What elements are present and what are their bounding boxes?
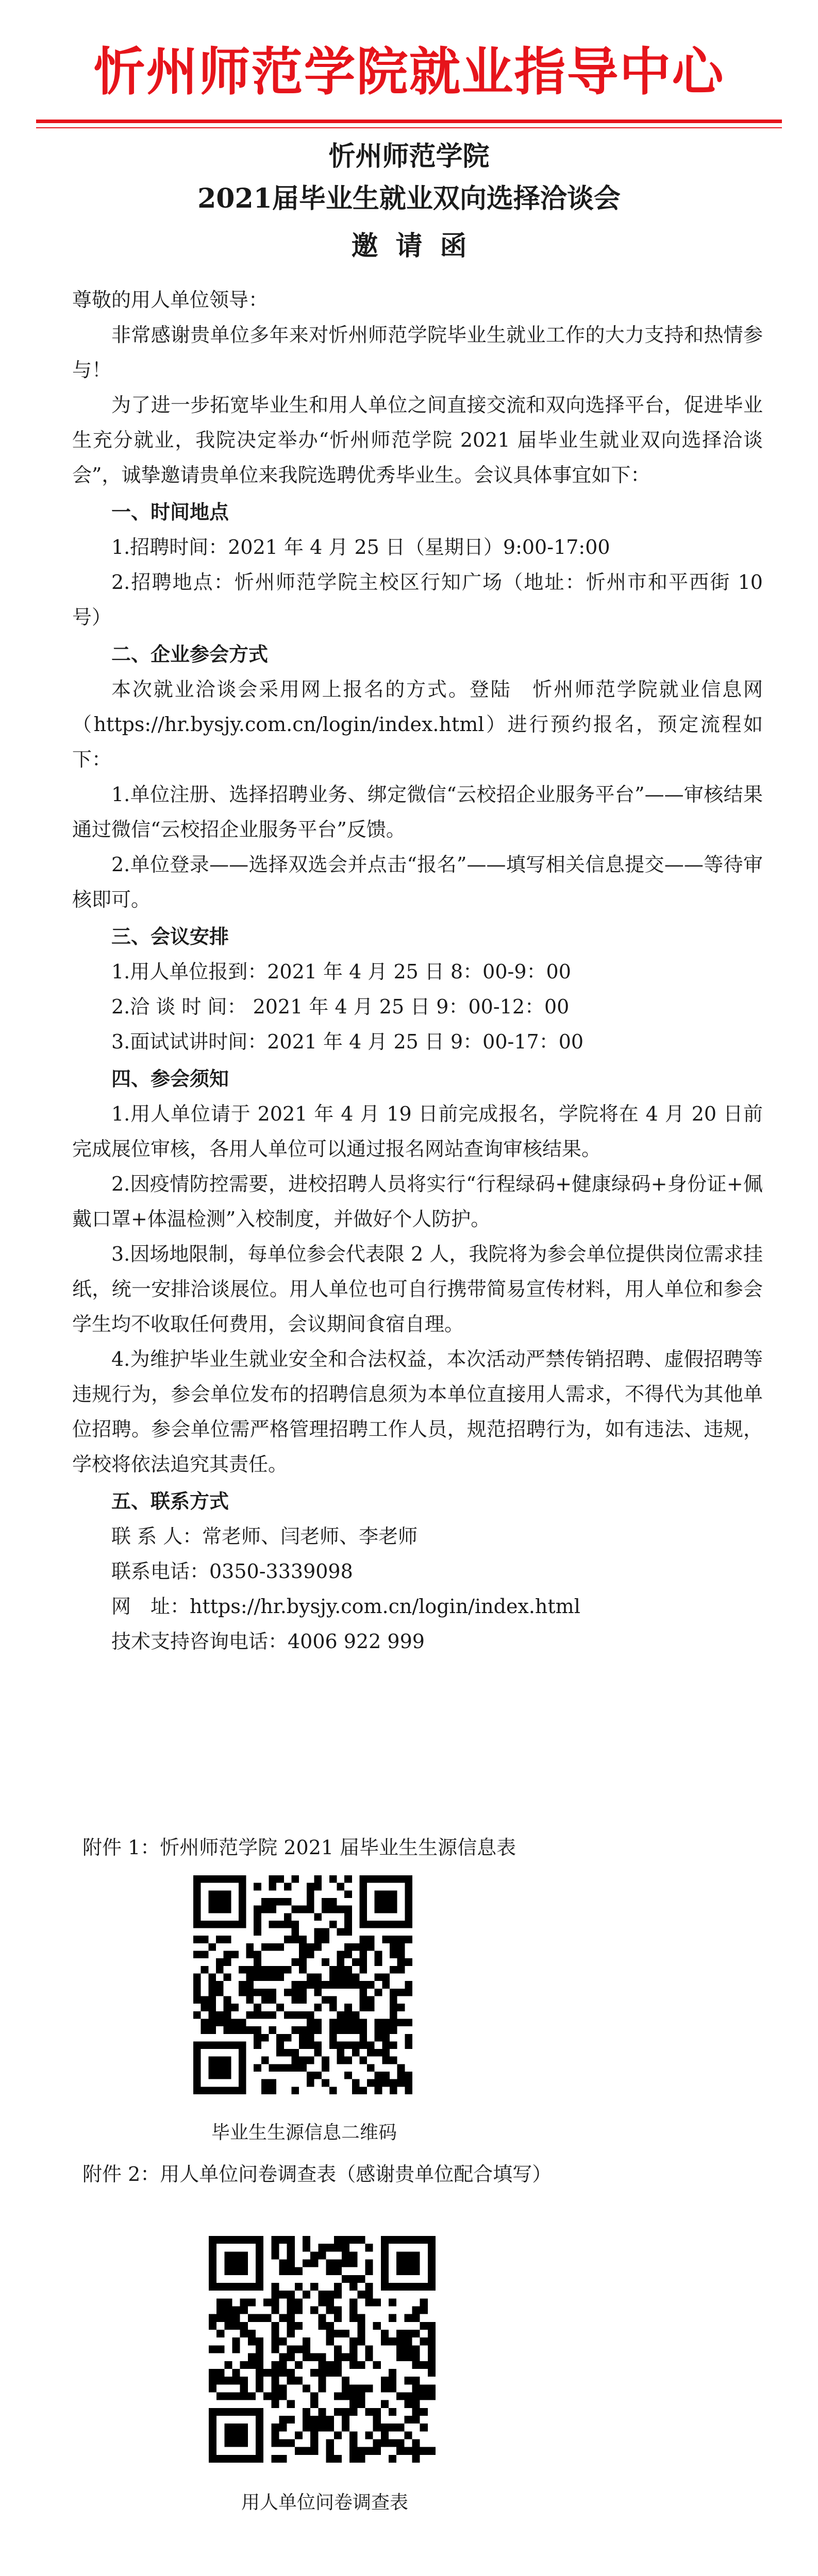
salutation: 尊敬的用人单位领导：: [72, 289, 269, 311]
section-heading-notes: 四、参会须知: [111, 1067, 229, 1090]
list-item: 3.因场地限制，每单位参会代表限 2 人，我院将为参会单位提供岗位需求挂纸，统一安排洽谈展位。用人单位也可自行携带简易宣传材料，用人单位和参会学生均不收取任何费用，会议期间食宿自理。: [72, 1243, 763, 1335]
attachment-1-label: 附件 1：忻州师范学院 2021 届毕业生生源信息表: [82, 1836, 516, 1859]
red-rule-thin: [36, 127, 782, 128]
qr-caption-graduates: 毕业生生源信息二维码: [211, 2122, 397, 2143]
school-name: 忻州师范学院: [328, 141, 490, 172]
section-heading-schedule: 三、会议安排: [111, 925, 229, 948]
paragraph-registration: 本次就业洽谈会采用网上报名的方式。登陆 忻州师范学院就业信息网（https://hr.bysjy.com.cn/login/index.html）进行预约报名，预定流程如下：: [72, 678, 763, 771]
support-phone: 技术支持咨询电话：4006 922 999: [111, 1630, 425, 1653]
list-item: 4.为维护毕业生就业安全和合法权益，本次活动严禁传销招聘、虚假招聘等违规行为，参会单位发布的招聘信息须为本单位直接用人需求，不得代为其他单位招聘。参会单位需严格管理招聘工作人员，规范招聘行为，如有违法、违规，学校将依法追究其责任。: [72, 1348, 763, 1476]
event-title: 2021届毕业生就业双向选择洽谈会: [197, 183, 621, 214]
list-item: 2.洽 谈 时 间： 2021 年 4 月 25 日 9：00-12：00: [111, 995, 570, 1018]
list-item: 3.面试试讲时间：2021 年 4 月 25 日 9：00-17：00: [111, 1030, 584, 1053]
section-heading-contact: 五、联系方式: [111, 1490, 229, 1513]
paragraph-invitation: 为了进一步拓宽毕业生和用人单位之间直接交流和双向选择平台，促进毕业生充分就业，我院决定举办“忻州师范学院 2021 届毕业生就业双向选择洽谈会”，诚挚邀请贵单位来我院选聘优秀毕业生。会议具体事宜如下：: [72, 394, 763, 486]
list-item: 2.单位登录——选择双选会并点击“报名”——填写相关信息提交——等待审核即可。: [72, 853, 763, 911]
letter-body: [72, 282, 763, 1659]
qr-code-icon[interactable]: [209, 2236, 436, 2463]
list-item: 2.招聘地点：忻州师范学院主校区行知广场（地址：忻州市和平西街 10 号）: [72, 571, 763, 629]
qr-code-icon[interactable]: [193, 1875, 412, 2094]
contact-phone: 联系电话：0350-3339098: [111, 1560, 353, 1583]
qr-caption-survey: 用人单位问卷调查表: [241, 2492, 408, 2513]
list-item: 1.用人单位请于 2021 年 4 月 19 日前完成报名，学院将在 4 月 20 日前完成展位审核，各用人单位可以通过报名网站查询审核结果。: [72, 1103, 763, 1160]
document-type: 邀请函: [351, 230, 485, 262]
banner-title: 忻州师范学院就业指导中心: [93, 42, 725, 102]
section-heading-time-place: 一、时间地点: [111, 501, 229, 523]
list-item: 2.因疫情防控需要，进校招聘人员将实行“行程绿码+健康绿码+身份证+佩戴口罩+体温检测”入校制度，并做好个人防护。: [72, 1173, 763, 1230]
attachment-2-label: 附件 2：用人单位问卷调查表（感谢贵单位配合填写）: [82, 2163, 552, 2185]
red-rule-thick: [36, 120, 782, 123]
paragraph-thanks: 非常感谢贵单位多年来对忻州师范学院毕业生就业工作的大力支持和热情参与！: [72, 324, 763, 381]
contact-website: 网 址：https://hr.bysjy.com.cn/login/index.html: [111, 1595, 580, 1618]
list-item: 1.用人单位报到：2021 年 4 月 25 日 8：00-9：00: [111, 960, 571, 983]
list-item: 1.单位注册、选择招聘业务、绑定微信“云校招企业服务平台”——审核结果通过微信“云校招企业服务平台”反馈。: [72, 783, 763, 841]
section-heading-registration: 二、企业参会方式: [111, 643, 269, 666]
contact-person: 联 系 人：常老师、闫老师、李老师: [111, 1525, 418, 1548]
list-item: 1.招聘时间：2021 年 4 月 25 日（星期日）9:00-17:00: [111, 536, 610, 558]
